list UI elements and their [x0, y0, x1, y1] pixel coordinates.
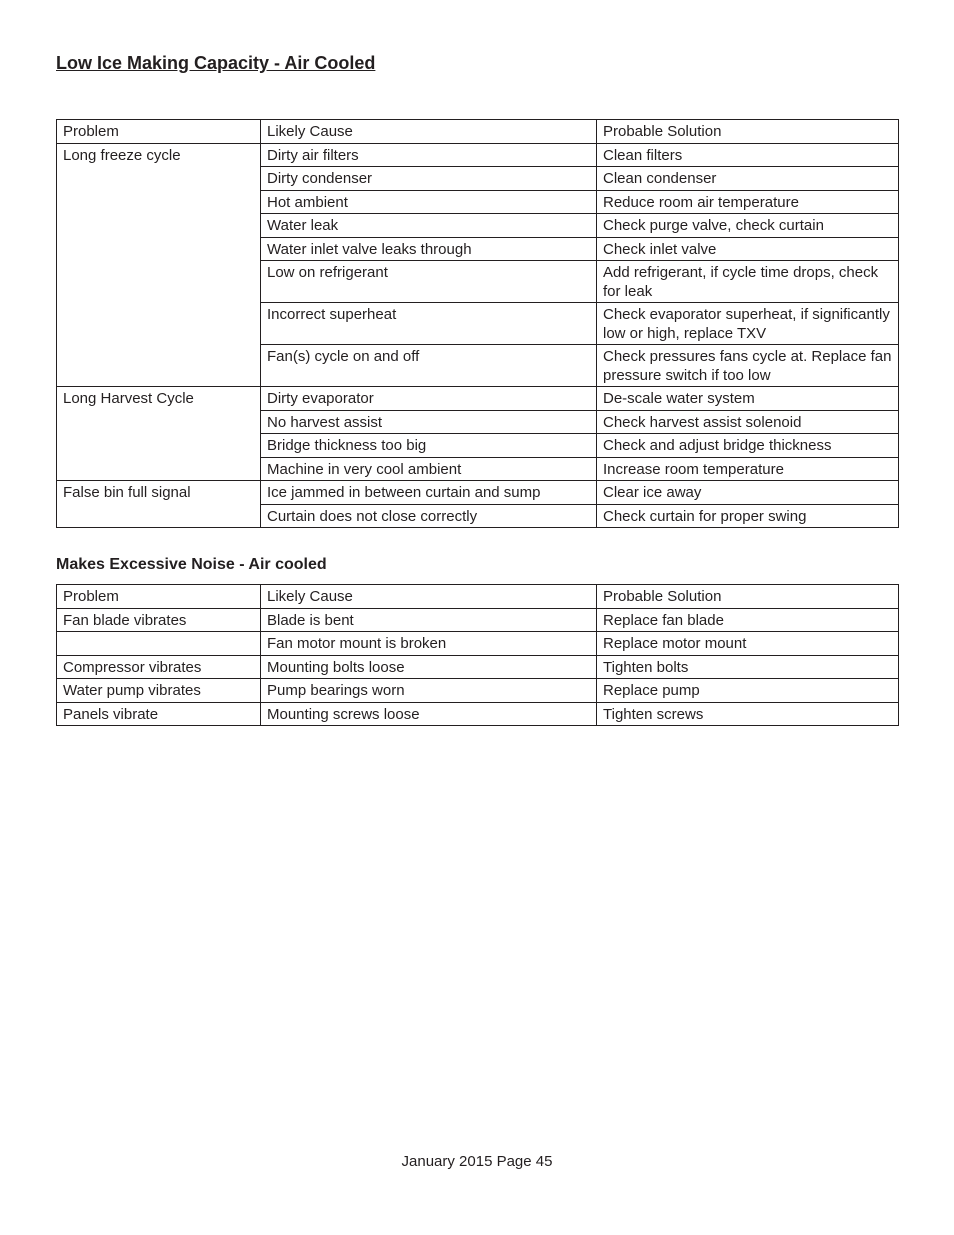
probable-solution-cell: Replace pump: [597, 679, 899, 703]
problem-cell: Long freeze cycle: [57, 143, 261, 387]
likely-cause-cell: No harvest assist: [261, 410, 597, 434]
probable-solution-cell: Replace motor mount: [597, 632, 899, 656]
likely-cause-cell: Fan motor mount is broken: [261, 632, 597, 656]
problem-cell: Long Harvest Cycle: [57, 387, 261, 481]
problem-cell: Panels vibrate: [57, 702, 261, 726]
likely-cause-cell: Fan(s) cycle on and off: [261, 345, 597, 387]
probable-solution-cell: Check curtain for proper swing: [597, 504, 899, 528]
low-ice-capacity-table: [56, 119, 899, 528]
likely-cause-cell: Mounting bolts loose: [261, 655, 597, 679]
noise-section-title: Makes Excessive Noise - Air cooled: [56, 556, 327, 573]
problem-cell: False bin full signal: [57, 481, 261, 528]
problem-cell: Water pump vibrates: [57, 679, 261, 703]
likely-cause-cell: Dirty air filters: [261, 143, 597, 167]
header-likely-cause: Likely Cause: [261, 585, 597, 609]
excessive-noise-table: [56, 584, 899, 726]
probable-solution-cell: Check inlet valve: [597, 237, 899, 261]
table-row: [57, 632, 899, 656]
table-row: [57, 655, 899, 679]
likely-cause-cell: Hot ambient: [261, 190, 597, 214]
probable-solution-cell: Replace fan blade: [597, 608, 899, 632]
probable-solution-cell: Clear ice away: [597, 481, 899, 505]
probable-solution-cell: Tighten screws: [597, 702, 899, 726]
table-header-row: [57, 120, 899, 144]
table-row: [57, 387, 899, 411]
probable-solution-cell: Clean filters: [597, 143, 899, 167]
table-row: [57, 702, 899, 726]
probable-solution-cell: Add refrigerant, if cycle time drops, check for leak: [597, 261, 899, 303]
header-probable-solution: Probable Solution: [597, 120, 899, 144]
likely-cause-cell: Dirty evaporator: [261, 387, 597, 411]
likely-cause-cell: Bridge thickness too big: [261, 434, 597, 458]
likely-cause-cell: Machine in very cool ambient: [261, 457, 597, 481]
likely-cause-cell: Dirty condenser: [261, 167, 597, 191]
probable-solution-cell: Check and adjust bridge thickness: [597, 434, 899, 458]
probable-solution-cell: Tighten bolts: [597, 655, 899, 679]
excessive-noise-table-body: [57, 585, 899, 726]
likely-cause-cell: Water inlet valve leaks through: [261, 237, 597, 261]
problem-cell: [57, 632, 261, 656]
header-problem: Problem: [57, 585, 261, 609]
likely-cause-cell: Water leak: [261, 214, 597, 238]
page-footer: January 2015 Page 45: [401, 1153, 553, 1170]
header-likely-cause: Likely Cause: [261, 120, 597, 144]
table-row: [57, 481, 899, 505]
likely-cause-cell: Ice jammed in between curtain and sump: [261, 481, 597, 505]
probable-solution-cell: Check pressures fans cycle at. Replace fan pressure switch if too low: [597, 345, 899, 387]
likely-cause-cell: Curtain does not close correctly: [261, 504, 597, 528]
header-probable-solution: Probable Solution: [597, 585, 899, 609]
problem-cell: Compressor vibrates: [57, 655, 261, 679]
table-row: [57, 679, 899, 703]
likely-cause-cell: Mounting screws loose: [261, 702, 597, 726]
probable-solution-cell: Check evaporator superheat, if significantly low or high, replace TXV: [597, 303, 899, 345]
likely-cause-cell: Blade is bent: [261, 608, 597, 632]
probable-solution-cell: Clean condenser: [597, 167, 899, 191]
problem-cell: Fan blade vibrates: [57, 608, 261, 632]
probable-solution-cell: Check harvest assist solenoid: [597, 410, 899, 434]
page-title: Low Ice Making Capacity - Air Cooled: [56, 53, 376, 73]
header-problem: Problem: [57, 120, 261, 144]
probable-solution-cell: Increase room temperature: [597, 457, 899, 481]
probable-solution-cell: De-scale water system: [597, 387, 899, 411]
table-header-row: [57, 585, 899, 609]
likely-cause-cell: Low on refrigerant: [261, 261, 597, 303]
likely-cause-cell: Pump bearings worn: [261, 679, 597, 703]
likely-cause-cell: Incorrect superheat: [261, 303, 597, 345]
probable-solution-cell: Reduce room air temperature: [597, 190, 899, 214]
table-row: [57, 608, 899, 632]
probable-solution-cell: Check purge valve, check curtain: [597, 214, 899, 238]
table-row: [57, 143, 899, 167]
low-ice-capacity-table-body: [57, 120, 899, 528]
